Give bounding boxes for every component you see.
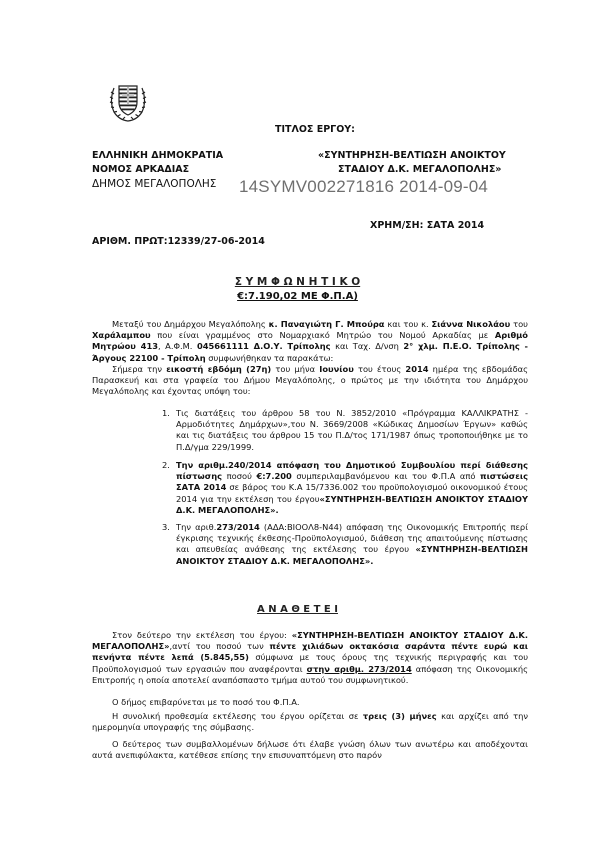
list-item-number: 2. xyxy=(162,460,170,470)
protocol-number: ΑΡΙΘΜ. ΠΡΩΤ:12339/27-06-2014 xyxy=(92,236,265,247)
header-republic: ΕΛΛΗΝΙΚΗ ΔΗΜΟΚΡΑΤΙΑ xyxy=(92,150,224,161)
p1-text-c: και του κ. xyxy=(384,319,432,329)
list-item-text: συμπεριλαμβανόμενου και του Φ.Π.Α από xyxy=(291,471,480,482)
p1-text-i: , Α.Φ.Μ. xyxy=(158,341,197,352)
project-name: «ΣΥΝΤΗΡΗΣΗ-ΒΕΛΤΙΩΣΗ ΑΝΟΙΚΤΟΥ ΣΤΑΔΙΟΥ Δ.Κ. ΜΕΓΑΛΟΠΟΛΗΣ». xyxy=(176,544,528,566)
list-item-text: ποσού xyxy=(222,471,257,482)
date-paragraph xyxy=(92,364,528,398)
list-item xyxy=(162,522,528,567)
p5-text-a: Η συνολική προθεσμία εκτέλεσης του έργου ορίζεται σε xyxy=(112,711,363,721)
contractor-address: 2° χλμ. Π.Ε.Ο. Τρίπολης - Άργους 22100 - Τρίπολη xyxy=(92,341,528,363)
p5-text-c: και αρχίζει από την ημερομηνία υπογραφής της σύμβασης. xyxy=(92,711,528,733)
tax-number: 045661111 Δ.Ο.Υ. Τρίπολης xyxy=(196,341,331,352)
day-text: εικοστή εβδόμη (27η) xyxy=(166,364,272,374)
p2-text-g: ημέρα της εβδομάδας Παρασκευή και στα γραφεία του Δήμου Μεγαλόπολης, ο πρώτος με την ιδιότητα του Δημάρχου Μεγαλόπολης και έχοντας υπόψη του: xyxy=(92,364,528,397)
p2-text-e: του έτους xyxy=(353,364,406,374)
p2-text-c: του μήνα xyxy=(271,364,320,374)
parties-paragraph xyxy=(92,319,528,364)
project-name: «ΣΥΝΤΗΡΗΣΗ-ΒΕΛΤΙΩΣΗ ΑΝΟΙΚΤΟΥ ΣΤΑΔΙΟΥ Δ.Κ. ΜΕΓΑΛΟΠΟΛΗΣ» xyxy=(92,630,528,652)
list-item xyxy=(162,408,528,453)
deadline-paragraph xyxy=(92,711,528,733)
project-name: «ΣΥΝΤΗΡΗΣΗ-ΒΕΛΤΙΩΣΗ ΑΝΟΙΚΤΟΥ ΣΤΑΔΙΟΥ Δ.Κ. ΜΕΓΑΛΟΠΟΛΗΣ». xyxy=(176,493,528,515)
acceptance-paragraph: Ο δεύτερος των συμβαλλομένων δήλωσε ότι έλαβε γνώση όλων των ανωτέρω και αποδέχονται αυτά ανεπιφύλακτα, κατέθεσε επίσης την επισυναπτόμενη στο παρόν xyxy=(92,739,528,761)
p1-text-k: και Ταχ. Δ/νση xyxy=(330,341,404,352)
list-item-number: 3. xyxy=(162,522,170,532)
credit-source: πιστώσεις ΣΑΤΑ 2014 xyxy=(176,471,528,493)
vat-paragraph: Ο δήμος επιβαρύνεται με το ποσό του Φ.Π.Α. xyxy=(112,697,300,707)
p1-text-a: Μεταξύ του Δημάρχου Μεγαλόπολης xyxy=(112,319,269,329)
month-text: Ιουνίου xyxy=(319,364,354,374)
assignment-paragraph xyxy=(92,630,528,686)
document-title-text: Σ Υ Μ Φ Ω Ν Η Τ Ι Κ Ο xyxy=(234,276,361,288)
list-item-text: Τις διατάξεις του άρθρου 58 του Ν. 3852/2010 «Πρόγραμμα ΚΑΛΛΙΚΡΑΤΗΣ - Αρμοδιότητες Δημάρχων»,του Ν. 3669/2008 «Κώδικας Δημοσίων Έργων» καθώς και τις διατάξεις του άρθρου 15 του Π.Δ/τος 171/1987 όπως τροποποιήθηκε με το Π.Δ/γμα 229/1999. xyxy=(176,408,528,452)
decision-reference: στην αριθμ. 273/2014 xyxy=(306,663,412,674)
document-amount-text: €:7.190,02 ΜΕ Φ.Π.Α) xyxy=(237,291,358,302)
p1-text-g: που είναι γραμμένος στο Νομαρχιακό Μητρώο του Νομού Αρκαδίας με xyxy=(150,330,495,341)
header-project-line1: «ΣΥΝΤΗΡΗΣΗ-ΒΕΛΤΙΩΣΗ ΑΝΟΙΚΤΟΥ xyxy=(318,150,506,161)
p3-text-g: απόφαση της Οικονομικής Επιτροπής η οποία αποτελεί αναπόσπαστο τμήμα αυτού του συμφωνητικού. xyxy=(92,663,528,685)
list-item-text: σε βάρος του Κ.Α 15/7336.002 του προϋπολογισμού οικονομικού έτους 2014 για την εκτέλεση του έργου xyxy=(176,482,528,504)
list-item-text: Την αριθ. xyxy=(176,522,217,532)
ada-code: 14SYMV002271816 2014-09-04 xyxy=(239,177,489,196)
contractor-father-name: Χαράλαμπου xyxy=(92,330,151,341)
assigns-heading xyxy=(0,604,595,615)
p3-text-e: σύμφωνα με τους όρους της τεχνικής περιγραφής και του Προϋπολογισμού των εργασιών που αναφέρονται xyxy=(92,652,528,674)
p2-text-a: Σήμερα την xyxy=(112,364,167,374)
assigns-heading-text: Α Ν Α Θ Ε Τ Ε Ι xyxy=(257,604,338,615)
decision-240: Την αριθμ.240/2014 απόφαση του Δημοτικού Συμβουλίου περί διάθεσης πίστωσης xyxy=(176,460,528,482)
contractor-name: Σιάννα Νικολάου xyxy=(431,319,511,329)
funding-label: ΧΡΗΜ/ΣΗ: ΣΑΤΑ 2014 xyxy=(370,220,485,231)
contract-amount: πέντε χιλιάδων οκτακόσια σαράντα πέντε ευρώ και πενήντα πέντε λεπά (5.845,55) xyxy=(92,641,529,663)
header-project-line2: ΣΤΑΔΙΟΥ Δ.Κ. ΜΕΓΑΛΟΠΟΛΗΣ» xyxy=(338,164,502,175)
year-text: 2014 xyxy=(405,364,429,374)
list-item-number: 1. xyxy=(162,408,170,418)
document-amount xyxy=(0,291,595,302)
p1-text-m: συμφωνήθηκαν τα παρακάτω: xyxy=(205,352,334,363)
p3-text-a: Στον δεύτερο την εκτέλεση του έργου: xyxy=(112,630,292,640)
greek-emblem-icon xyxy=(105,78,151,124)
header-prefecture: ΝΟΜΟΣ ΑΡΚΑΔΙΑΣ xyxy=(92,164,190,175)
p1-text-e: του xyxy=(510,319,528,329)
list-item xyxy=(162,460,528,516)
list-item-text: (ΑΔΑ:ΒΙΟΟΛ8-Ν44) απόφαση της Οικονομικής Επιτροπής περί έγκρισης τεχνικής έκθεσης-Προϋπολογισμού, διάθεση της απαιτούμενης πίστωσης και απευθείας ανάθεσης της εκτέλεσης του έργου xyxy=(176,522,528,555)
document-title xyxy=(0,276,595,288)
p3-text-c: ,αντί του ποσού των xyxy=(169,641,270,652)
project-title-label: ΤΙΤΛΟΣ ΕΡΓΟΥ: xyxy=(275,124,355,135)
deadline-duration: τρεις (3) μήνες xyxy=(362,711,437,721)
mayor-name: κ. Παναγιώτη Γ. Μπούρα xyxy=(268,319,385,329)
registry-number: Αριθμό Μητρώου 413 xyxy=(92,330,528,352)
decision-273: 273/2014 xyxy=(216,522,260,532)
credit-amount: €:7.200 xyxy=(256,471,292,482)
header-municipality: ΔΗΜΟΣ ΜΕΓΑΛΟΠΟΛΗΣ xyxy=(92,178,217,190)
